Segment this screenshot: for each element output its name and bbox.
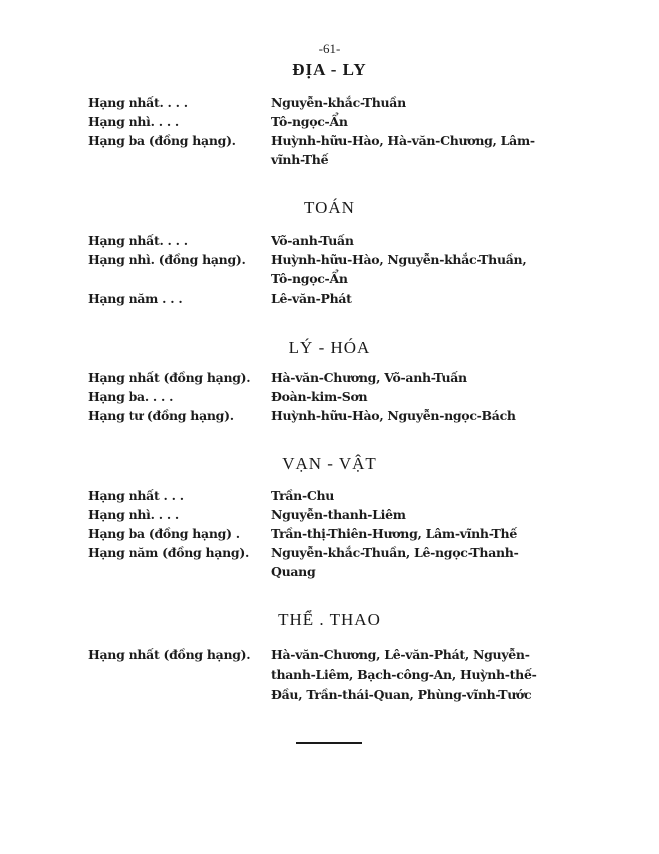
ranking-row xyxy=(88,505,588,524)
section-title-ly-hoa: LÝ - HÓA xyxy=(288,338,371,357)
ranking-row xyxy=(88,406,588,425)
rank-label: Hạng năm (đồng hạng). xyxy=(88,545,250,560)
rank-label: Hạng ba. . . . xyxy=(88,389,174,404)
closing-rule-divider xyxy=(296,742,362,744)
ranking-row xyxy=(88,368,588,387)
student-names: Tô-ngọc-Ẩn xyxy=(271,114,348,129)
student-names: Hà-văn-Chương, Lê-văn-Phát, Nguyễn-thanh-Liêm, Bạch-công-An, Huỳnh-thế-Đầu, Trần-thái-Quan, Phùng-vĩnh-Tước xyxy=(271,647,537,702)
rank-label: Hạng tư (đồng hạng). xyxy=(88,408,234,423)
ranking-row xyxy=(88,543,588,581)
student-names: Đoàn-kim-Sơn xyxy=(271,389,368,404)
ranking-row xyxy=(88,250,588,288)
ranking-row xyxy=(88,93,588,112)
student-names: Huỳnh-hữu-Hào, Nguyễn-khắc-Thuần, Tô-ngọc-Ẩn xyxy=(271,252,527,286)
rank-label: Hạng năm . . . xyxy=(88,291,183,306)
section-title-the-thao: THỂ . THAO xyxy=(278,610,381,629)
ranking-row xyxy=(88,112,588,131)
rank-label: Hạng nhất . . . xyxy=(88,488,184,503)
rank-label: Hạng nhất (đồng hạng). xyxy=(88,647,251,662)
student-names: Nguyễn-khắc-Thuần xyxy=(271,95,406,110)
student-names: Huỳnh-hữu-Hào, Hà-văn-Chương, Lâm-vĩnh-Thế xyxy=(271,133,535,167)
rank-label: Hạng nhì. . . . xyxy=(88,507,179,522)
page-number: -61- xyxy=(318,41,341,56)
rank-label: Hạng ba (đồng hạng). xyxy=(88,133,236,148)
student-names: Trần-thị-Thiên-Hương, Lâm-vĩnh-Thế xyxy=(271,526,517,541)
student-names: Lê-văn-Phát xyxy=(271,291,352,306)
rank-label: Hạng nhất. . . . xyxy=(88,233,188,248)
rank-label: Hạng ba (đồng hạng) . xyxy=(88,526,240,541)
ranking-row xyxy=(88,645,588,705)
ranking-row xyxy=(88,131,588,169)
section-title-van-vat: VẠN - VẬT xyxy=(282,454,377,473)
ranking-row xyxy=(88,524,588,543)
student-names: Huỳnh-hữu-Hào, Nguyễn-ngọc-Bách xyxy=(271,408,516,423)
rank-label: Hạng nhì. . . . xyxy=(88,114,179,129)
student-names: Hà-văn-Chương, Võ-anh-Tuấn xyxy=(271,370,467,385)
section-title-dia-ly: ĐỊA - LY xyxy=(292,60,367,79)
section-title-toan: TOÁN xyxy=(304,198,355,217)
student-names: Võ-anh-Tuấn xyxy=(271,233,354,248)
ranking-row xyxy=(88,486,588,505)
ranking-row xyxy=(88,231,588,250)
rank-label: Hạng nhất. . . . xyxy=(88,95,188,110)
rank-label: Hạng nhất (đồng hạng). xyxy=(88,370,251,385)
rank-label: Hạng nhì. (đồng hạng). xyxy=(88,252,246,267)
ranking-row xyxy=(88,387,588,406)
student-names: Nguyễn-khắc-Thuần, Lê-ngọc-Thanh-Quang xyxy=(271,545,519,579)
ranking-row xyxy=(88,289,588,308)
student-names: Trần-Chu xyxy=(271,488,335,503)
student-names: Nguyễn-thanh-Liêm xyxy=(271,507,406,522)
